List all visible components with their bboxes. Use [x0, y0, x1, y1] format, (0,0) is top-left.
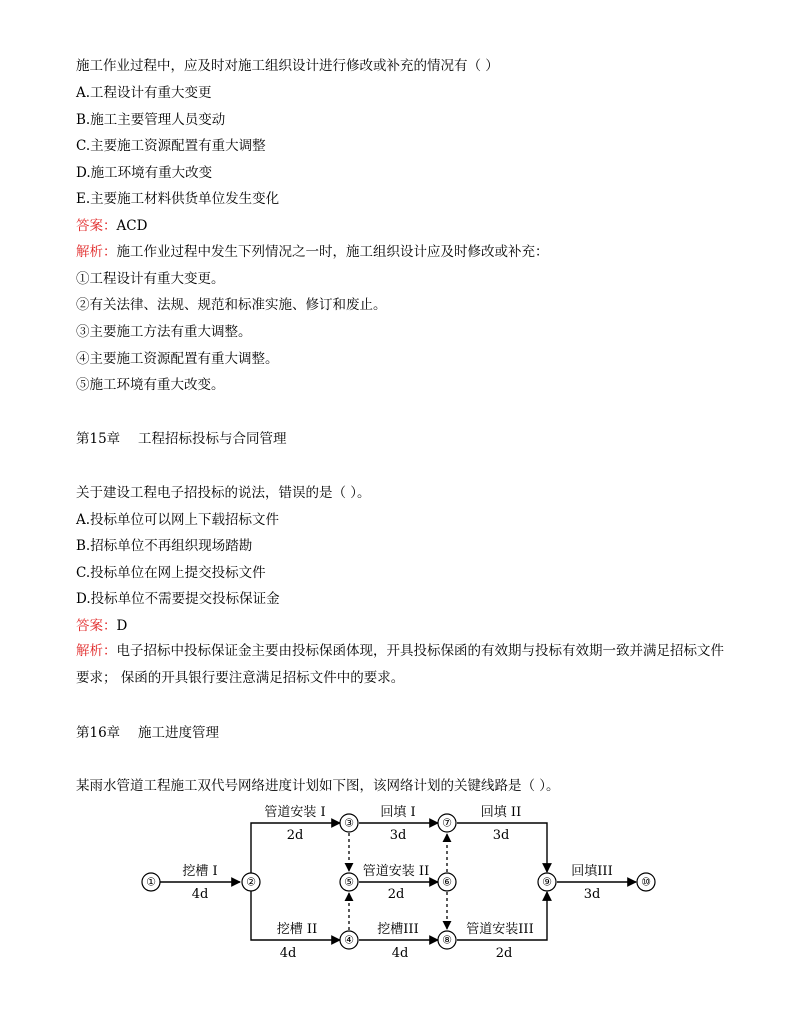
node-8: ⑧ [442, 933, 452, 947]
activity-duration: 2d [387, 887, 405, 902]
activity-duration: 4d [391, 946, 409, 961]
node-9: ⑨ [542, 875, 552, 889]
activity-duration: 4d [279, 946, 297, 961]
analysis-label: 解析： [76, 244, 117, 260]
option-b: B.招标单位不再组织现场踏勘 [76, 538, 253, 554]
option-c: C.主要施工资源配置有重大调整 [76, 138, 266, 154]
node-4: ④ [344, 933, 354, 947]
answer-label: 答案： [76, 618, 117, 634]
analysis [76, 243, 549, 261]
activity-duration: 3d [583, 887, 601, 902]
analysis-point: ③主要施工方法有重大调整。 [76, 324, 252, 340]
option-d: D.投标单位不需要提交投标保证金 [76, 591, 280, 607]
node-3: ③ [344, 816, 354, 830]
analysis-point: ④主要施工资源配置有重大调整。 [76, 351, 279, 367]
activity-name: 管道安装 II [362, 864, 430, 879]
analysis-label: 解析： [76, 643, 117, 659]
network-diagram [0, 795, 800, 975]
analysis-point: ⑤施工环境有重大改变。 [76, 377, 225, 393]
option-c: C.投标单位在网上提交投标文件 [76, 565, 266, 581]
activity-name: 挖槽III [377, 922, 419, 937]
answer [76, 217, 147, 235]
option-e: E.主要施工材料供货单位发生变化 [76, 191, 280, 207]
analysis-point: ②有关法律、法规、规范和标准实施、修订和废止。 [76, 297, 387, 313]
node-6: ⑥ [442, 875, 452, 889]
option-d: D.施工环境有重大改变 [76, 165, 213, 181]
activity-name: 回填III [571, 864, 613, 879]
question-stem: 关于建设工程电子招投标的说法，错误的是（ ）。 [76, 485, 371, 501]
activity-name: 管道安装III [466, 922, 534, 937]
option-a: A.投标单位可以网上下载招标文件 [76, 512, 280, 528]
activity-name: 回填 II [480, 805, 522, 820]
activity-duration: 2d [495, 946, 513, 961]
analysis [76, 638, 726, 692]
chapter-heading: 第15章 工程招标投标与合同管理 [76, 431, 287, 447]
question-stem: 施工作业过程中，应及时对施工组织设计进行修改或补充的情况有（ ） [76, 58, 499, 74]
analysis-text: 电子招标中投标保证金主要由投标保函体现，开具投标保函的有效期与投标有效期一致并满足招标文件要求； 保函的开具银行要注意满足招标文件中的要求。 [76, 643, 724, 686]
activity-duration: 2d [286, 828, 304, 843]
activity-duration: 3d [389, 828, 407, 843]
activity-duration: 3d [492, 828, 510, 843]
activity-duration: 4d [191, 887, 209, 902]
node-2: ② [246, 875, 256, 889]
node-10: ⑩ [641, 875, 651, 889]
node-1: ① [146, 875, 156, 889]
node-5: ⑤ [344, 875, 354, 889]
chapter-heading: 第16章 施工进度管理 [76, 725, 219, 741]
answer-value: ACD [116, 218, 148, 234]
answer [76, 617, 127, 635]
question-stem: 某雨水管道工程施工双代号网络进度计划如下图，该网络计划的关键线路是（ ）。 [76, 778, 560, 794]
analysis-point: ①工程设计有重大变更。 [76, 271, 225, 287]
option-b: B.施工主要管理人员变动 [76, 112, 226, 128]
node-7: ⑦ [442, 816, 452, 830]
answer-label: 答案： [76, 218, 117, 234]
answer-value: D [116, 618, 128, 634]
analysis-text: 施工作业过程中发生下列情况之一时，施工组织设计应及时修改或补充： [116, 244, 549, 260]
option-a: A.工程设计有重大变更 [76, 85, 212, 101]
activity-name: 管道安装 I [264, 805, 326, 820]
activity-name: 回填 I [380, 805, 416, 820]
activity-name: 挖槽 II [276, 922, 318, 937]
activity-name: 挖槽 I [182, 864, 218, 879]
